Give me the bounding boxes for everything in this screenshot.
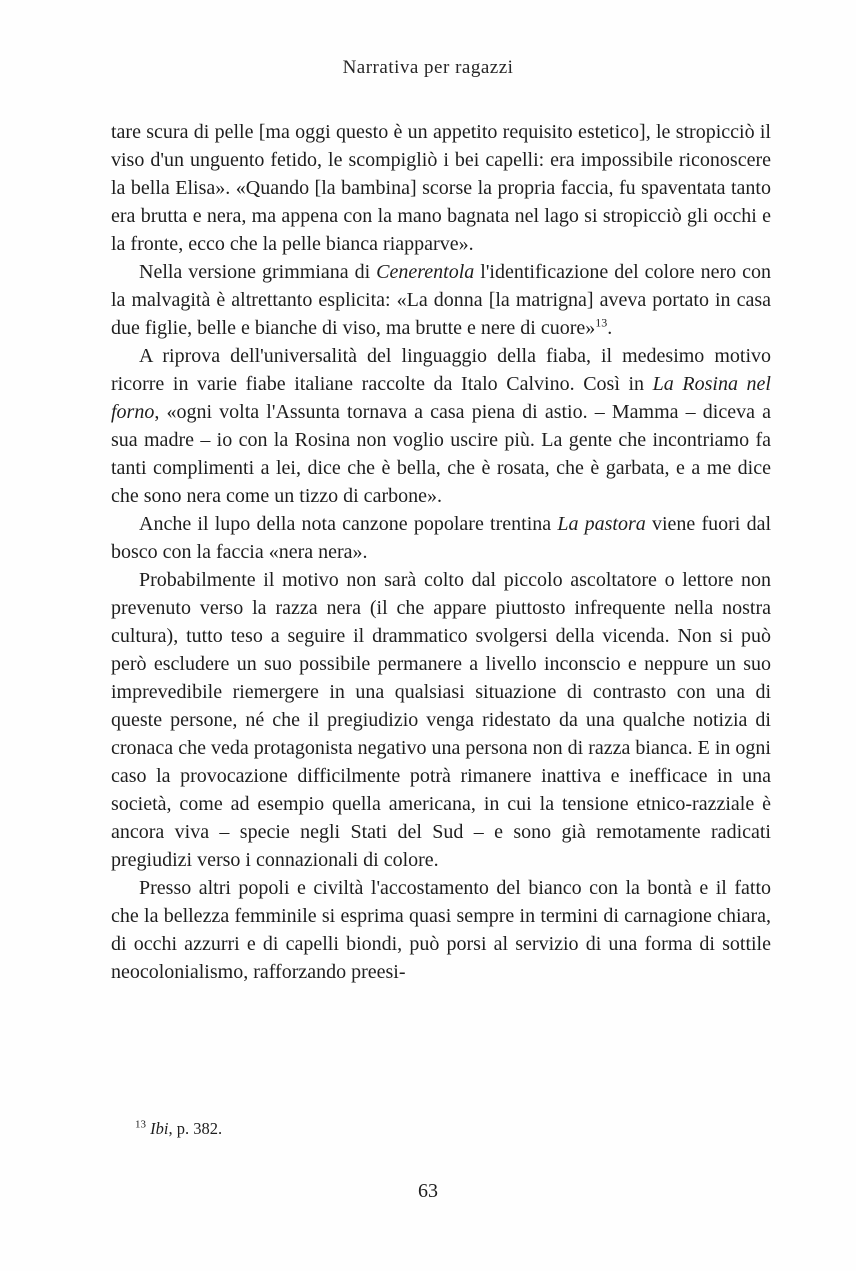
text-segment: tare scura di pelle [ma oggi questo è un appetito requisito estetico], le stropicciò il viso d'un unguento fetido, le scompigliò i bei capelli: era impossibile riconoscere la bella Elisa». «Quando [la bambina] scorse la propria faccia, fu spaventata tanto era brutta e nera, ma appena con la mano bagnata nel lago si stropicciò gli occhi e la fronte, ecco che la pelle bianca riapparve». [111,121,771,255]
paragraph [111,342,771,510]
paragraph [111,874,771,986]
footnote-reference: 13 [595,315,608,330]
text-segment: Nella versione grimmiana di [139,261,377,283]
text-segment: Presso altri popoli e civiltà l'accostamento del bianco con la bontà e il fatto che la bellezza femminile si esprima quasi sempre in termini di carnagione chiara, di occhi azzurri e di capelli biondi, può porsi al servizio di una forma di sottile neocolonialismo, rafforzando preesi- [111,877,771,983]
paragraph [111,258,771,342]
paragraph [111,510,771,566]
book-title-italic: La pastora [557,513,646,535]
text-segment: Probabilmente il motivo non sarà colto dal piccolo ascoltatore o lettore non prevenuto verso la razza nera (il che appare piuttosto infrequente nella nostra cultura), tutto teso a seguire il drammatico svolgersi della vicenda. Non si può però escludere un suo possibile permanere a livello inconscio e neppure un suo imprevedibile riemergere in una qualsiasi situazione di contrasto con una di queste persone, né che il pregiudizio venga ridestato da una qualche notizia di cronaca che veda protagonista negativo una persona non di razza bianca. E in ogni caso la provocazione difficilmente potrà rimanere inattiva e inefficace in una società, come ad esempio quella americana, in cui la tensione etnico-razziale è ancora viva – specie negli Stati del Sud – e sono già remotamente radicati pregiudizi verso i connazionali di colore. [111,569,771,871]
text-segment: . [607,317,613,339]
footnote-text: , p. 382. [168,1119,223,1138]
book-title-italic: La Rosina nel forno [111,373,771,423]
page-number: 63 [418,1180,438,1202]
book-title-italic: Cenerentola [376,261,475,283]
text-segment: viene fuori dal bosco con la faccia «nera nera». [111,513,771,563]
paragraph [111,118,771,258]
paragraph [111,566,771,874]
text-segment: , «ogni volta l'Assunta tornava a casa piena di astio. – Mamma – diceva a sua madre – io con la Rosina non voglio uscire più. La gente che incontriamo fa tanti complimenti a lei, dice che è bella, che è rosata, che è garbata, e a me dice che sono nera come un tizzo di carbone». [111,401,771,507]
running-header: Narrativa per ragazzi [342,57,514,78]
text-segment: Anche il lupo della nota canzone popolare trentina [139,513,558,535]
footnote [111,1118,771,1140]
footnote-italic: Ibi [150,1119,169,1138]
footnote-marker: 13 [135,1118,146,1131]
text-segment: l'identificazione del colore nero con la malvagità è altrettanto esplicita: «La donna [la matrigna] aveva portato in casa due figlie, belle e bianche di viso, ma brutte e nere di cuore» [111,261,771,339]
text-segment: A riprova dell'universalità del linguaggio della fiaba, il medesimo motivo ricorre in varie fiabe italiane raccolte da Italo Calvino. Così in [111,345,771,395]
body-text [111,118,771,986]
